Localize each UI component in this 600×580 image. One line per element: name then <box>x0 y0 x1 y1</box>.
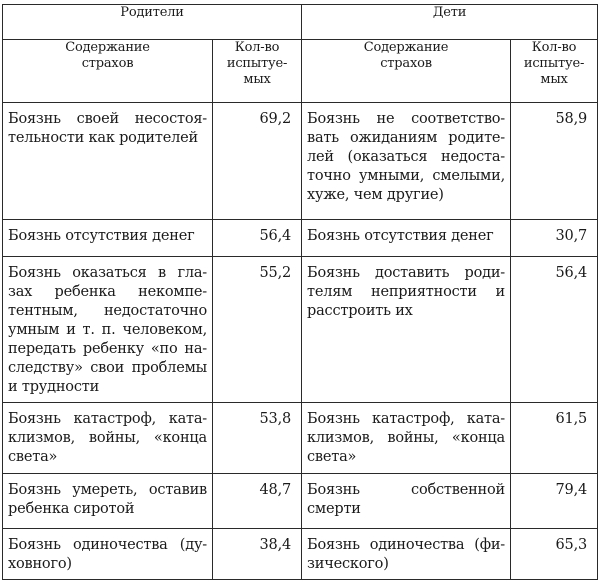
text-line: Боязнь своей несостоя- <box>8 111 207 127</box>
parent-value-cell: 53,8 <box>213 403 302 474</box>
child-fear-cell <box>302 474 511 529</box>
text-line: смерти <box>307 501 361 517</box>
table-row <box>3 103 598 220</box>
child-fear-cell <box>302 103 511 220</box>
parent-fear-cell <box>3 474 213 529</box>
parents-count-header <box>213 40 302 103</box>
header-line: мых <box>540 72 568 87</box>
header-line: страхов <box>380 56 432 71</box>
text-line: вать ожиданиям родите- <box>307 130 506 146</box>
text-line: Боязнь оказаться в гла- <box>8 265 207 281</box>
text-line: передать ребенку «по на- <box>8 341 207 357</box>
parent-fear-cell <box>3 103 213 220</box>
header-line: испытуе- <box>523 56 585 71</box>
parent-fear-cell <box>3 529 213 580</box>
text-line: умным и т. п. человеком, <box>8 322 207 338</box>
text-line: лей (оказаться недоста- <box>307 149 506 165</box>
text-line: Боязнь доставить роди- <box>307 265 506 281</box>
text-line: тельности как родителей <box>8 130 198 146</box>
child-value-cell: 79,4 <box>511 474 598 529</box>
parent-value-cell: 38,4 <box>213 529 302 580</box>
header-line: страхов <box>81 56 134 71</box>
child-value-cell: 58,9 <box>511 103 598 220</box>
child-value-cell: 30,7 <box>511 220 598 257</box>
text-line: Боязнь одиночества (ду- <box>8 537 207 553</box>
parent-value-cell: 69,2 <box>213 103 302 220</box>
table-row <box>3 220 598 257</box>
text-line: Боязнь собственной <box>307 482 506 498</box>
parent-fear-cell <box>3 257 213 403</box>
text-line: Боязнь умереть, оставив <box>8 482 207 498</box>
text-line: света» <box>307 449 357 465</box>
parent-value-cell: 55,2 <box>213 257 302 403</box>
parent-value-cell: 48,7 <box>213 474 302 529</box>
text-line: клизмов, войны, «конца <box>307 430 506 446</box>
text-line: Боязнь отсутствия денег <box>8 228 195 244</box>
child-value-cell: 65,3 <box>511 529 598 580</box>
text-line: телям неприятности и <box>307 284 506 300</box>
child-fear-cell <box>302 403 511 474</box>
table-row <box>3 474 598 529</box>
fears-table <box>2 4 598 580</box>
child-value-cell: 56,4 <box>511 257 598 403</box>
table-row <box>3 529 598 580</box>
table-row <box>3 403 598 474</box>
text-line: зического) <box>307 556 389 572</box>
text-line: следству» свои проблемы <box>8 360 207 376</box>
child-fear-cell <box>302 257 511 403</box>
text-line: расстроить их <box>307 303 413 319</box>
text-line: Боязнь одиночества (фи- <box>307 537 506 553</box>
parent-value-cell: 56,4 <box>213 220 302 257</box>
header-line: Содержание <box>65 40 150 55</box>
header-line: Содержание <box>363 40 449 55</box>
parents-content-header <box>3 40 213 103</box>
children-content-header <box>302 40 511 103</box>
text-line: хуже, чем другие) <box>307 187 444 203</box>
text-line: клизмов, войны, «конца <box>8 430 207 446</box>
text-line: точно умными, смелыми, <box>307 168 506 184</box>
text-line: зах ребенка некомпе- <box>8 284 207 300</box>
child-fear-cell <box>302 529 511 580</box>
parent-fear-cell <box>3 403 213 474</box>
text-line: Боязнь катастроф, ката- <box>307 411 506 427</box>
text-line: Боязнь катастроф, ката- <box>8 411 207 427</box>
header-line: Кол-во <box>531 40 577 55</box>
child-value-cell: 61,5 <box>511 403 598 474</box>
header-line: испытуе- <box>226 56 288 71</box>
header-line: Кол-во <box>234 40 280 55</box>
children-count-header <box>511 40 598 103</box>
header-line: мых <box>243 72 271 87</box>
text-line: ховного) <box>8 556 72 572</box>
text-line: Боязнь отсутствия денег <box>307 228 494 244</box>
parents-header: Родители <box>3 5 302 40</box>
text-line: Боязнь не соответство- <box>307 111 506 127</box>
children-header: Дети <box>302 5 598 40</box>
table-row <box>3 257 598 403</box>
text-line: ребенка сиротой <box>8 501 135 517</box>
child-fear-cell <box>302 220 511 257</box>
text-line: света» <box>8 449 58 465</box>
text-line: тентным, недостаточно <box>8 303 207 319</box>
parent-fear-cell <box>3 220 213 257</box>
text-line: и трудности <box>8 379 100 395</box>
